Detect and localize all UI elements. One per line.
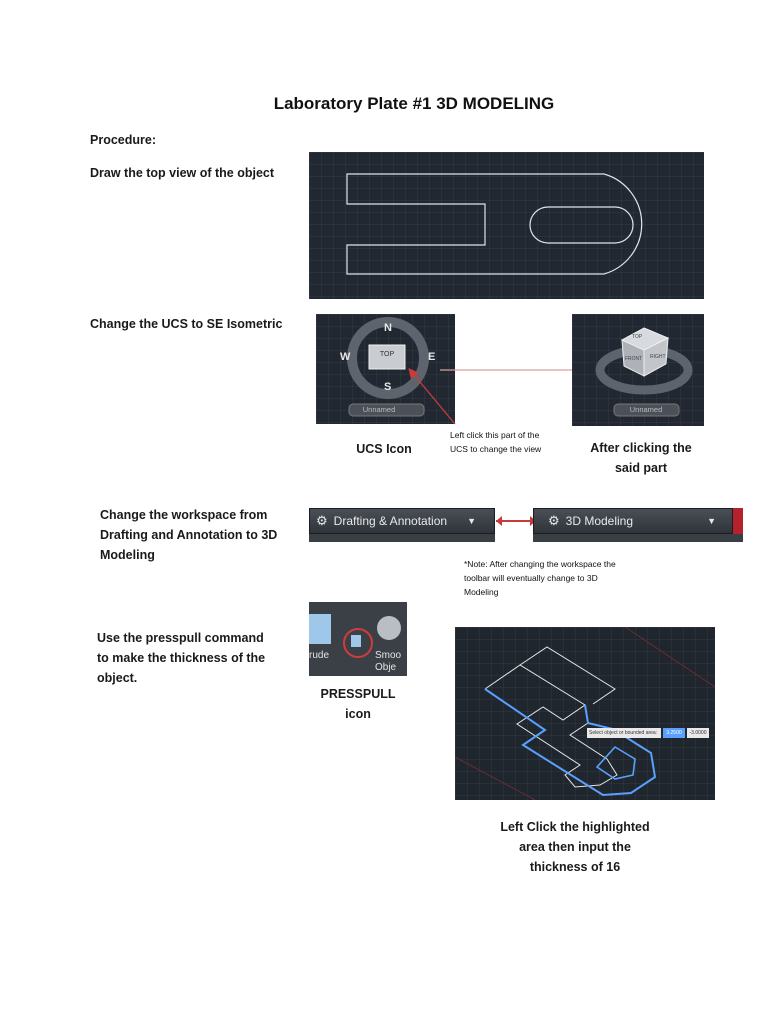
presspull-screenshot	[455, 627, 715, 800]
compass-s: S	[384, 381, 392, 393]
iso-cube-top: TOP	[632, 334, 643, 340]
chevron-down-icon: ▼	[707, 516, 716, 526]
secondary-input[interactable]: -3.0000	[687, 728, 709, 738]
workspace-arrow	[494, 514, 536, 528]
ucs-caption: UCS Icon	[356, 442, 412, 456]
presspull-toolbar	[309, 602, 407, 676]
object-outline	[347, 174, 642, 274]
workspace-note: *Note: After changing the workspace the toolbar will eventually change to 3D Modeling	[464, 559, 616, 597]
annotation-arrows	[400, 340, 600, 430]
top-view-screenshot	[309, 152, 704, 299]
step3-text: Change the workspace from Drafting and Annotation to 3D Modeling	[100, 508, 278, 562]
gear-icon: ⚙	[316, 513, 328, 528]
extrude-label: rude	[309, 650, 330, 661]
iso-cube-front: FRONT	[625, 356, 643, 362]
extrude-icon[interactable]	[309, 614, 331, 644]
page-title: Laboratory Plate #1 3D MODELING	[273, 94, 555, 113]
unnamed-label: Unnamed	[362, 405, 396, 414]
app-close-edge	[733, 508, 743, 534]
top-view-drawing	[309, 152, 704, 299]
workspace-dropdown-before[interactable]	[309, 508, 495, 534]
iso-object-drawing	[455, 627, 715, 800]
compass-e: E	[428, 351, 436, 363]
presspull-caption: PRESSPULL icon	[320, 687, 396, 721]
gear-icon: ⚙	[548, 513, 560, 528]
ribbon-strip-before	[309, 534, 495, 542]
compass-w: W	[340, 351, 351, 363]
arrow-to-cube	[410, 370, 455, 424]
unnamed-label-after: Unnamed	[629, 405, 663, 414]
smooth-label: Smoo Obje	[375, 650, 402, 673]
procedure-label: Procedure:	[90, 133, 156, 147]
thickness-input[interactable]: 3.2500	[663, 728, 685, 738]
after-caption: After clicking the said part	[590, 441, 692, 475]
presspull-glyph	[351, 635, 361, 647]
compass-n: N	[384, 322, 392, 334]
command-prompt: Select object or bounded area:	[587, 728, 661, 738]
smooth-object-icon[interactable]	[377, 616, 401, 640]
workspace-after-label: 3D Modeling	[565, 514, 634, 528]
ucs-note: Left click this part of the UCS to change the view	[450, 430, 542, 454]
workspace-before-label: Drafting & Annotation	[333, 514, 448, 528]
step1-text: Draw the top view of the object	[90, 166, 275, 180]
cube-top-label: TOP	[379, 351, 395, 358]
slot-outline	[530, 207, 633, 243]
workspace-dropdown-after[interactable]	[533, 508, 733, 534]
presspull-instruction: Left Click the highlighted area then input the thickness of 16	[500, 820, 650, 874]
step4-text: Use the presspull command to make the thickness of the object.	[97, 631, 266, 685]
step2-text: Change the UCS to SE Isometric	[90, 317, 283, 331]
ucs-after-screenshot	[572, 314, 704, 426]
chevron-down-icon: ▼	[467, 516, 476, 526]
iso-cube-right: RIGHT	[650, 354, 666, 360]
ribbon-strip-after	[533, 534, 743, 542]
